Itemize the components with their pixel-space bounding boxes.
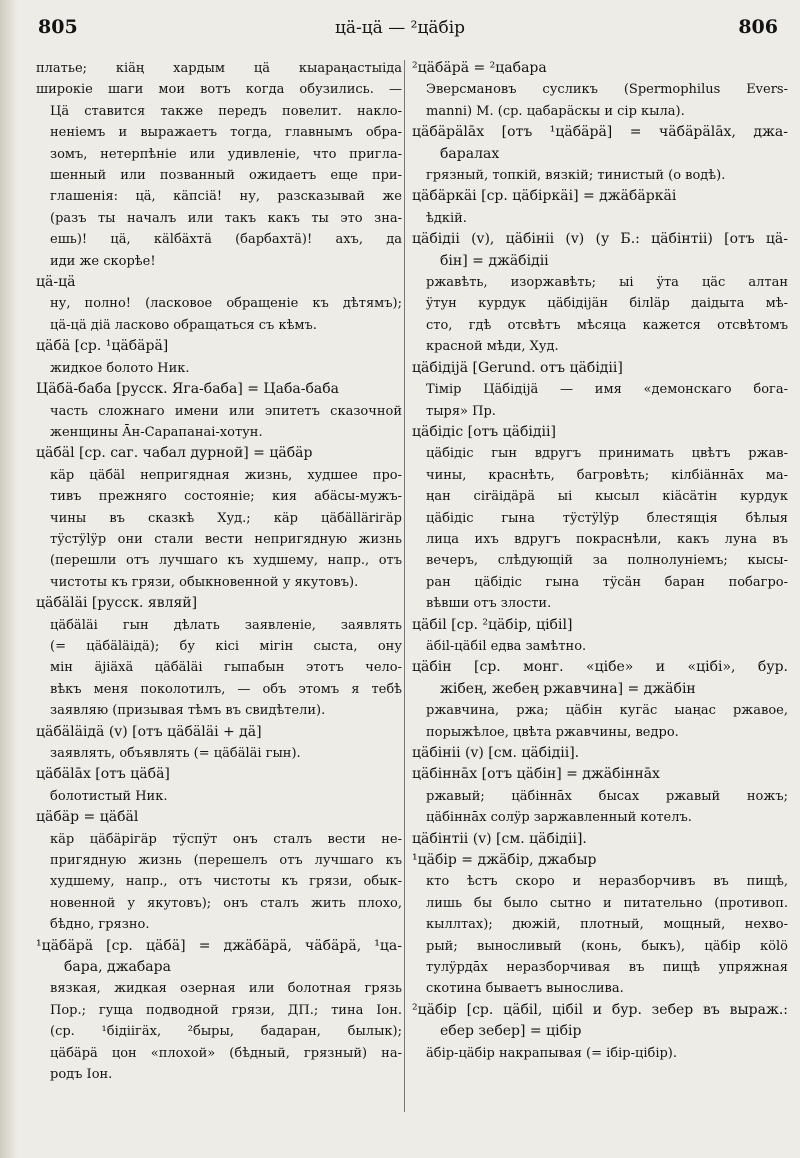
entry-headword-line: цäбäркäі [ср. цäбіркäі] = джäбäркäі bbox=[412, 188, 677, 205]
entry-text-line: заявляю (призывая тѣмъ въ свидѣтели). bbox=[50, 703, 326, 719]
page-number-right: 806 bbox=[738, 16, 778, 38]
entry-text-line: вечеръ, слѣдующій за полнолуніемъ; кысы- bbox=[426, 553, 788, 569]
entry-text-line: пригядную жизнь (перешелъ отъ лучшаго къ bbox=[50, 853, 402, 869]
entry-headword-line: цäбäläі [русск. являй] bbox=[36, 595, 198, 612]
entry-text-line: ржавѣть, изоржавѣть; ыі ÿта цäс алтан bbox=[426, 275, 788, 291]
entry-headword-line: цäбін [ср. монг. «цібе» и «цібі», бур. bbox=[412, 659, 788, 676]
entry-text-line: (перешли отъ лучшаго къ худшему, напр., отъ bbox=[50, 553, 402, 569]
entry-text-line: шенный или позванный ожидаетъ еще при- bbox=[50, 168, 402, 184]
entry-headword-line: бін] = джäбідіі bbox=[440, 252, 549, 269]
entry-text-line: вѣвши отъ злости. bbox=[426, 596, 552, 612]
entry-text-line: ңан сіräідäрä ыі кысыл кіäсäтін курдук bbox=[426, 489, 788, 505]
entry-text-line: тивъ прежняго состояніе; кия абäсы-мужъ- bbox=[50, 489, 402, 505]
entry-headword-line: Цäбä-баба [русск. Яга-баба] = Цаба-баба bbox=[36, 381, 340, 398]
entry-headword-line: цäбінтіі (v) [см. цäбідіі]. bbox=[412, 830, 587, 847]
entry-text-line: ну, полно! (ласковое обращеніе къ дѣтямъ); bbox=[50, 296, 402, 312]
entry-headword-line: цäбäl [ср. саг. чабал дурной] = цäбäр bbox=[36, 445, 313, 462]
entry-text-line: заявлять, объявлять (= цäбäläі гын). bbox=[50, 746, 301, 761]
entry-text-line: (разъ ты началъ или такъ какъ ты это зна- bbox=[50, 210, 402, 226]
entry-text-line: лица ихъ вдругъ покраснѣли, какъ луна въ bbox=[426, 531, 788, 547]
entry-text-line: ешь)! цä, кälбäхтä (барбахтä)! ахъ, да bbox=[50, 232, 402, 248]
page-number-left: 805 bbox=[38, 16, 78, 38]
entry-text-line: ран цäбідіс гына тÿсäн баран побагро- bbox=[426, 574, 788, 590]
entry-headword-line: цäбіl [ср. ²цäбір, цібіl] bbox=[412, 616, 573, 633]
entry-text-line: кто ѣстъ скоро и неразборчивъ въ пищѣ, bbox=[426, 874, 788, 890]
entry-text-line: рый; выносливый (конь, быкъ), цäбір кölö bbox=[426, 938, 788, 954]
entry-text-line: грязный, топкій, вязкій; тинистый (о водѣ). bbox=[426, 168, 726, 184]
entry-text-line: кäр цäбäl непригядная жизнь, худшее про- bbox=[50, 467, 402, 483]
entry-headword-line: жібең, жебең ржавчина] = джäбін bbox=[440, 680, 696, 697]
entry-headword-line: ебер зебер] = цібір bbox=[440, 1023, 582, 1040]
entry-headword-line: баралах bbox=[440, 145, 500, 162]
entry-text-line: Тімір Цäбідіjä — имя «демонскаго бога- bbox=[426, 382, 788, 398]
entry-text-line: вязкая, жидкая озерная или болотная грязь bbox=[50, 981, 402, 997]
entry-text-line: чины, краснѣть, багровѣть; кілбіäннāх ма- bbox=[426, 467, 788, 483]
entry-text-line: manni) М. (ср. цабарäскы и сір кыла). bbox=[426, 103, 685, 119]
entry-text-line: родъ Іон. bbox=[50, 1067, 113, 1083]
entry-text-line: цäбідіс гына тÿстÿlÿр блестящія бѣлыя bbox=[426, 510, 788, 526]
entry-text-line: цäбäläі гын дѣлать заявленіе, заявлять bbox=[50, 617, 402, 633]
entry-text-line: Цä ставится также передъ повелит. накло- bbox=[50, 103, 402, 119]
left-column bbox=[36, 58, 402, 1086]
running-title: цä-цä — ²цäбір bbox=[334, 18, 466, 38]
entry-text-line: Эверсмановъ сусликъ (Spermophilus Evers- bbox=[426, 82, 788, 98]
entry-headword-line: цäбідіі (v), цäбініі (v) (у Б.: цäбінтіі) [отъ цä- bbox=[412, 231, 788, 248]
entry-headword-line: цäбälāx [отъ цäбä] bbox=[36, 766, 170, 783]
entry-text-line: чистоты къ грязи, обыкновенной у якутовъ). bbox=[50, 574, 359, 590]
entry-text-line: цä-цä діä ласково обращаться съ кѣмъ. bbox=[50, 317, 317, 333]
entry-text-line: цäбідіс гын вдругъ принимать цвѣтъ ржав- bbox=[426, 446, 788, 462]
entry-text-line: äбіl-цäбіl едва замѣтно. bbox=[426, 638, 587, 654]
entry-text-line: ржавый; цäбіннāх бысах ржавый ножъ; bbox=[426, 788, 788, 804]
page-header bbox=[0, 14, 800, 46]
entry-headword-line: цäбіннāх [отъ цäбін] = джäбіннāх bbox=[412, 766, 660, 783]
entry-text-line: вѣкъ меня поколотилъ, — объ этомъ я тебѣ bbox=[50, 681, 402, 697]
entry-text-line: чины въ сказкѣ Худ.; кäр цäбällärігäр bbox=[50, 510, 402, 526]
entry-text-line: (ср. ¹бідіігäх, ²быры, бадаран, былык); bbox=[50, 1024, 402, 1040]
entry-text-line: болотистый Ник. bbox=[50, 788, 168, 804]
entry-text-line: Пор.; гуща подводной грязи, ДП.; тина Іон. bbox=[50, 1002, 402, 1018]
entry-text-line: неніемъ и выражаетъ тогда, главнымъ обра- bbox=[50, 125, 402, 141]
entry-text-line: ÿтун курдук цäбідіjäн білläр даідыта мѣ- bbox=[426, 296, 788, 312]
entry-text-line: иди же скорѣе! bbox=[50, 253, 156, 269]
entry-headword-line: цäбäрälāx [отъ ¹цäбäрä] = чäбäрälāx, джа- bbox=[412, 124, 788, 141]
entry-headword-line: цäбäр = цäбäl bbox=[36, 809, 139, 826]
right-column bbox=[412, 58, 788, 1064]
entry-text-line: красной мѣди, Худ. bbox=[426, 339, 559, 355]
entry-text-line: скотина бываетъ вынослива. bbox=[426, 981, 624, 997]
entry-headword-line: цäбідіjä [Gerund. отъ цäбідіі] bbox=[412, 359, 623, 376]
entry-text-line: зомъ, нетерпѣніе или удивленіе, что пригла- bbox=[50, 146, 402, 162]
entry-text-line: ржавчина, ржа; цäбін кугäс ыаңас ржавое, bbox=[426, 703, 788, 719]
entry-text-line: кäр цäбäрігäр тÿспÿт онъ сталъ вести не- bbox=[50, 831, 402, 847]
entry-text-line: порыжѣлое, цвѣта ржавчины, ведро. bbox=[426, 724, 679, 740]
entry-headword-line: ²цäбір [ср. цäбіl, цібіl и бур. зебер въ выраж.: bbox=[412, 1001, 788, 1018]
entry-headword-line: ¹цäбір = джäбір, джабыр bbox=[412, 852, 597, 869]
entry-text-line: ѣдкій. bbox=[426, 210, 467, 226]
entry-text-line: сто, гдѣ отсвѣтъ мѣсяца кажется отсвѣтомъ bbox=[426, 317, 788, 333]
entry-text-line: новенной у якутовъ); онъ сталъ жить плохо, bbox=[50, 895, 402, 911]
entry-headword-line: бара, джабара bbox=[64, 959, 171, 976]
entry-text-line: платье; кіäң хардым цä кыараңастыіда bbox=[36, 61, 402, 76]
scan-shadow bbox=[0, 0, 18, 1158]
entry-headword-line: цä-цä bbox=[36, 274, 76, 291]
entry-text-line: широкіе шаги мои вотъ когда обузились. — bbox=[36, 82, 402, 98]
entry-text-line: лишь бы было сытно и питательно (противоп. bbox=[426, 895, 788, 911]
entry-headword-line: ²цäбäрä = ²цабара bbox=[412, 60, 547, 76]
entry-text-line: тÿстÿlÿр они стали вести непригядную жизнь bbox=[50, 531, 402, 547]
entry-text-line: тыря» Пр. bbox=[426, 403, 496, 419]
entry-text-line: часть сложнаго имени или эпитетъ сказочной bbox=[50, 403, 402, 419]
entry-headword-line: цäбініі (v) [см. цäбідіі]. bbox=[412, 745, 580, 761]
entry-text-line: цäбіннāх солÿр заржавленный котелъ. bbox=[426, 810, 692, 826]
entry-headword-line: цäбідіс [отъ цäбідіі] bbox=[412, 423, 556, 440]
entry-text-line: тулÿрдāх неразборчивая въ пищѣ упряжная bbox=[426, 960, 788, 976]
column-divider bbox=[404, 60, 405, 1112]
entry-text-line: (= цäбäläідä); бу кісі мігін сыста, ону bbox=[50, 638, 402, 654]
entry-text-line: кыллтах); дюжій, плотный, мощный, нехво- bbox=[426, 917, 788, 933]
entry-text-line: худшему, напр., отъ чистоты къ грязи, обык- bbox=[50, 874, 402, 890]
entry-text-line: глашенія: цä, кäпсіä! ну, разсказывай же bbox=[50, 189, 402, 205]
entry-text-line: бѣдно, грязно. bbox=[50, 917, 150, 933]
entry-text-line: цäбäрä цон «плохой» (бѣдный, грязный) на- bbox=[50, 1045, 402, 1061]
entry-headword-line: ¹цäбäрä [ср. цäбä] = джäбäрä, чäбäрä, ¹ца- bbox=[36, 937, 402, 954]
entry-headword-line: цäбä [ср. ¹цäбäрä] bbox=[36, 338, 169, 355]
entry-headword-line: цäбäläідä (v) [отъ цäбäläі + дä] bbox=[36, 723, 262, 740]
entry-text-line: жидкое болото Ник. bbox=[50, 360, 190, 376]
entry-text-line: äбір-цäбір накрапывая (= ібір-цібір). bbox=[426, 1045, 678, 1061]
entry-text-line: женщины Āн-Сарапанаі-хотун. bbox=[50, 424, 263, 440]
entry-text-line: мін äjiäxä цäбäläі гыпабын этотъ чело- bbox=[50, 660, 402, 676]
